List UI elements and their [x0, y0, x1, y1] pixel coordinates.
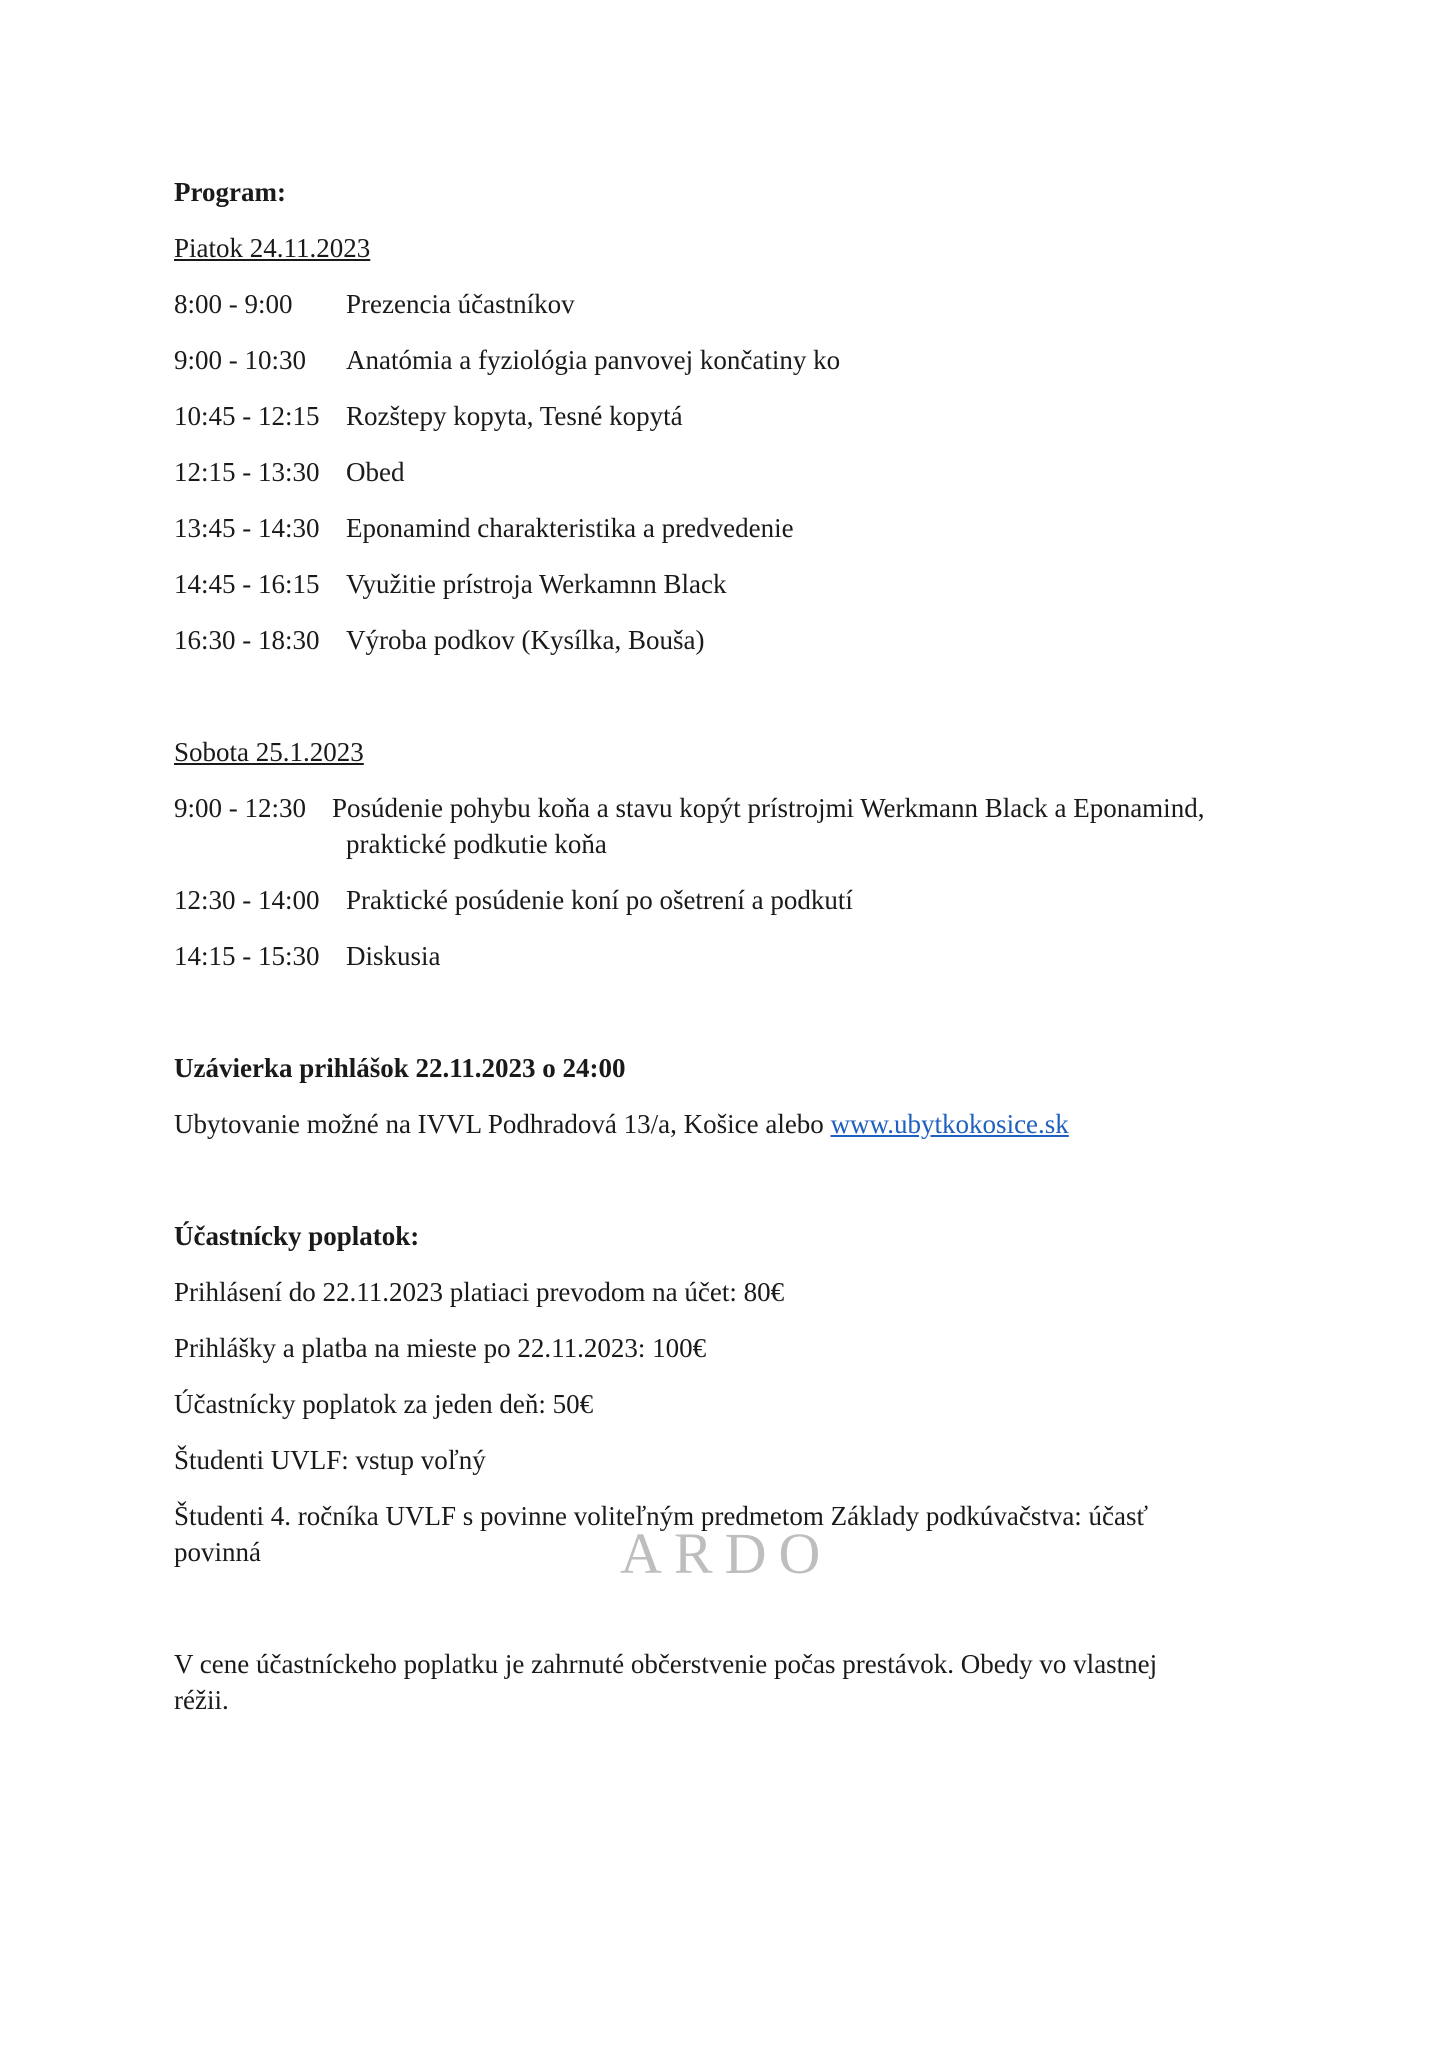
schedule-desc-continued: praktické podkutie koňa: [346, 829, 607, 859]
schedule-time: 12:15 - 13:30: [174, 457, 320, 487]
schedule-row: [174, 510, 794, 546]
fees-heading: Účastnícky poplatok:: [174, 1221, 420, 1251]
program-heading: Program:: [174, 177, 286, 207]
schedule-time: 13:45 - 14:30: [174, 513, 320, 543]
schedule-time: 12:30 - 14:00: [174, 885, 320, 915]
accommodation-line: [174, 1106, 1069, 1142]
schedule-row: [174, 882, 853, 918]
schedule-desc: Anatómia a fyziológia panvovej končatiny ko: [346, 345, 841, 375]
schedule-row: [174, 398, 683, 434]
schedule-time: 10:45 - 12:15: [174, 401, 320, 431]
schedule-desc: Rozštepy kopyta, Tesné kopytá: [346, 401, 683, 431]
schedule-desc: Diskusia: [346, 941, 441, 971]
fee-line-continued: povinná: [174, 1537, 261, 1567]
schedule-desc: Využitie prístroja Werkamnn Black: [346, 569, 727, 599]
fee-line: Študenti 4. ročníka UVLF s povinne voliteľným predmetom Základy podkúvačstva: účasť: [174, 1501, 1149, 1531]
schedule-time: 14:45 - 16:15: [174, 569, 320, 599]
pedestal-engraving: ARDO: [620, 1521, 833, 1586]
schedule-row: [174, 454, 404, 490]
schedule-time: 16:30 - 18:30: [174, 625, 320, 655]
fee-line: Študenti UVLF: vstup voľný: [174, 1445, 486, 1475]
schedule-time: 9:00 - 12:30: [174, 793, 306, 823]
schedule-time: 8:00 - 9:00: [174, 289, 293, 319]
schedule-row: [174, 938, 441, 974]
schedule-row: [174, 342, 840, 378]
schedule-desc: Obed: [346, 457, 405, 487]
accommodation-text: Ubytovanie možné na IVVL Podhradová 13/a, Košice alebo: [174, 1109, 831, 1139]
schedule-desc: Praktické posúdenie koní po ošetrení a podkutí: [346, 885, 853, 915]
schedule-desc: Prezencia účastníkov: [346, 289, 575, 319]
note-line: V cene účastníckeho poplatku je zahrnuté občerstvenie počas prestávok. Obedy vo vlastnej: [174, 1649, 1158, 1679]
fee-line: Prihlášky a platba na mieste po 22.11.2023: 100€: [174, 1333, 707, 1363]
schedule-row: [174, 566, 726, 602]
schedule-row: [174, 790, 1204, 826]
note-line-continued: réžii.: [174, 1685, 229, 1715]
fee-line: Prihlásení do 22.11.2023 platiaci prevodom na účet: 80€: [174, 1277, 785, 1307]
accommodation-link[interactable]: www.ubytkokosice.sk: [830, 1109, 1069, 1139]
schedule-row: [174, 622, 704, 658]
registration-deadline: Uzávierka prihlášok 22.11.2023 o 24:00: [174, 1053, 626, 1083]
schedule-desc: Posúdenie pohybu koňa a stavu kopýt prístrojmi Werkmann Black a Eponamind,: [332, 793, 1205, 823]
schedule-desc: Výroba podkov (Kysílka, Bouša): [346, 625, 705, 655]
fee-line: Účastnícky poplatok za jeden deň: 50€: [174, 1389, 594, 1419]
schedule-desc: Eponamind charakteristika a predvedenie: [346, 513, 794, 543]
schedule-time: 14:15 - 15:30: [174, 941, 320, 971]
friday-heading: Piatok 24.11.2023: [174, 233, 371, 263]
schedule-time: 9:00 - 10:30: [174, 345, 306, 375]
schedule-row: [174, 286, 575, 322]
saturday-heading: Sobota 25.1.2023: [174, 737, 364, 767]
